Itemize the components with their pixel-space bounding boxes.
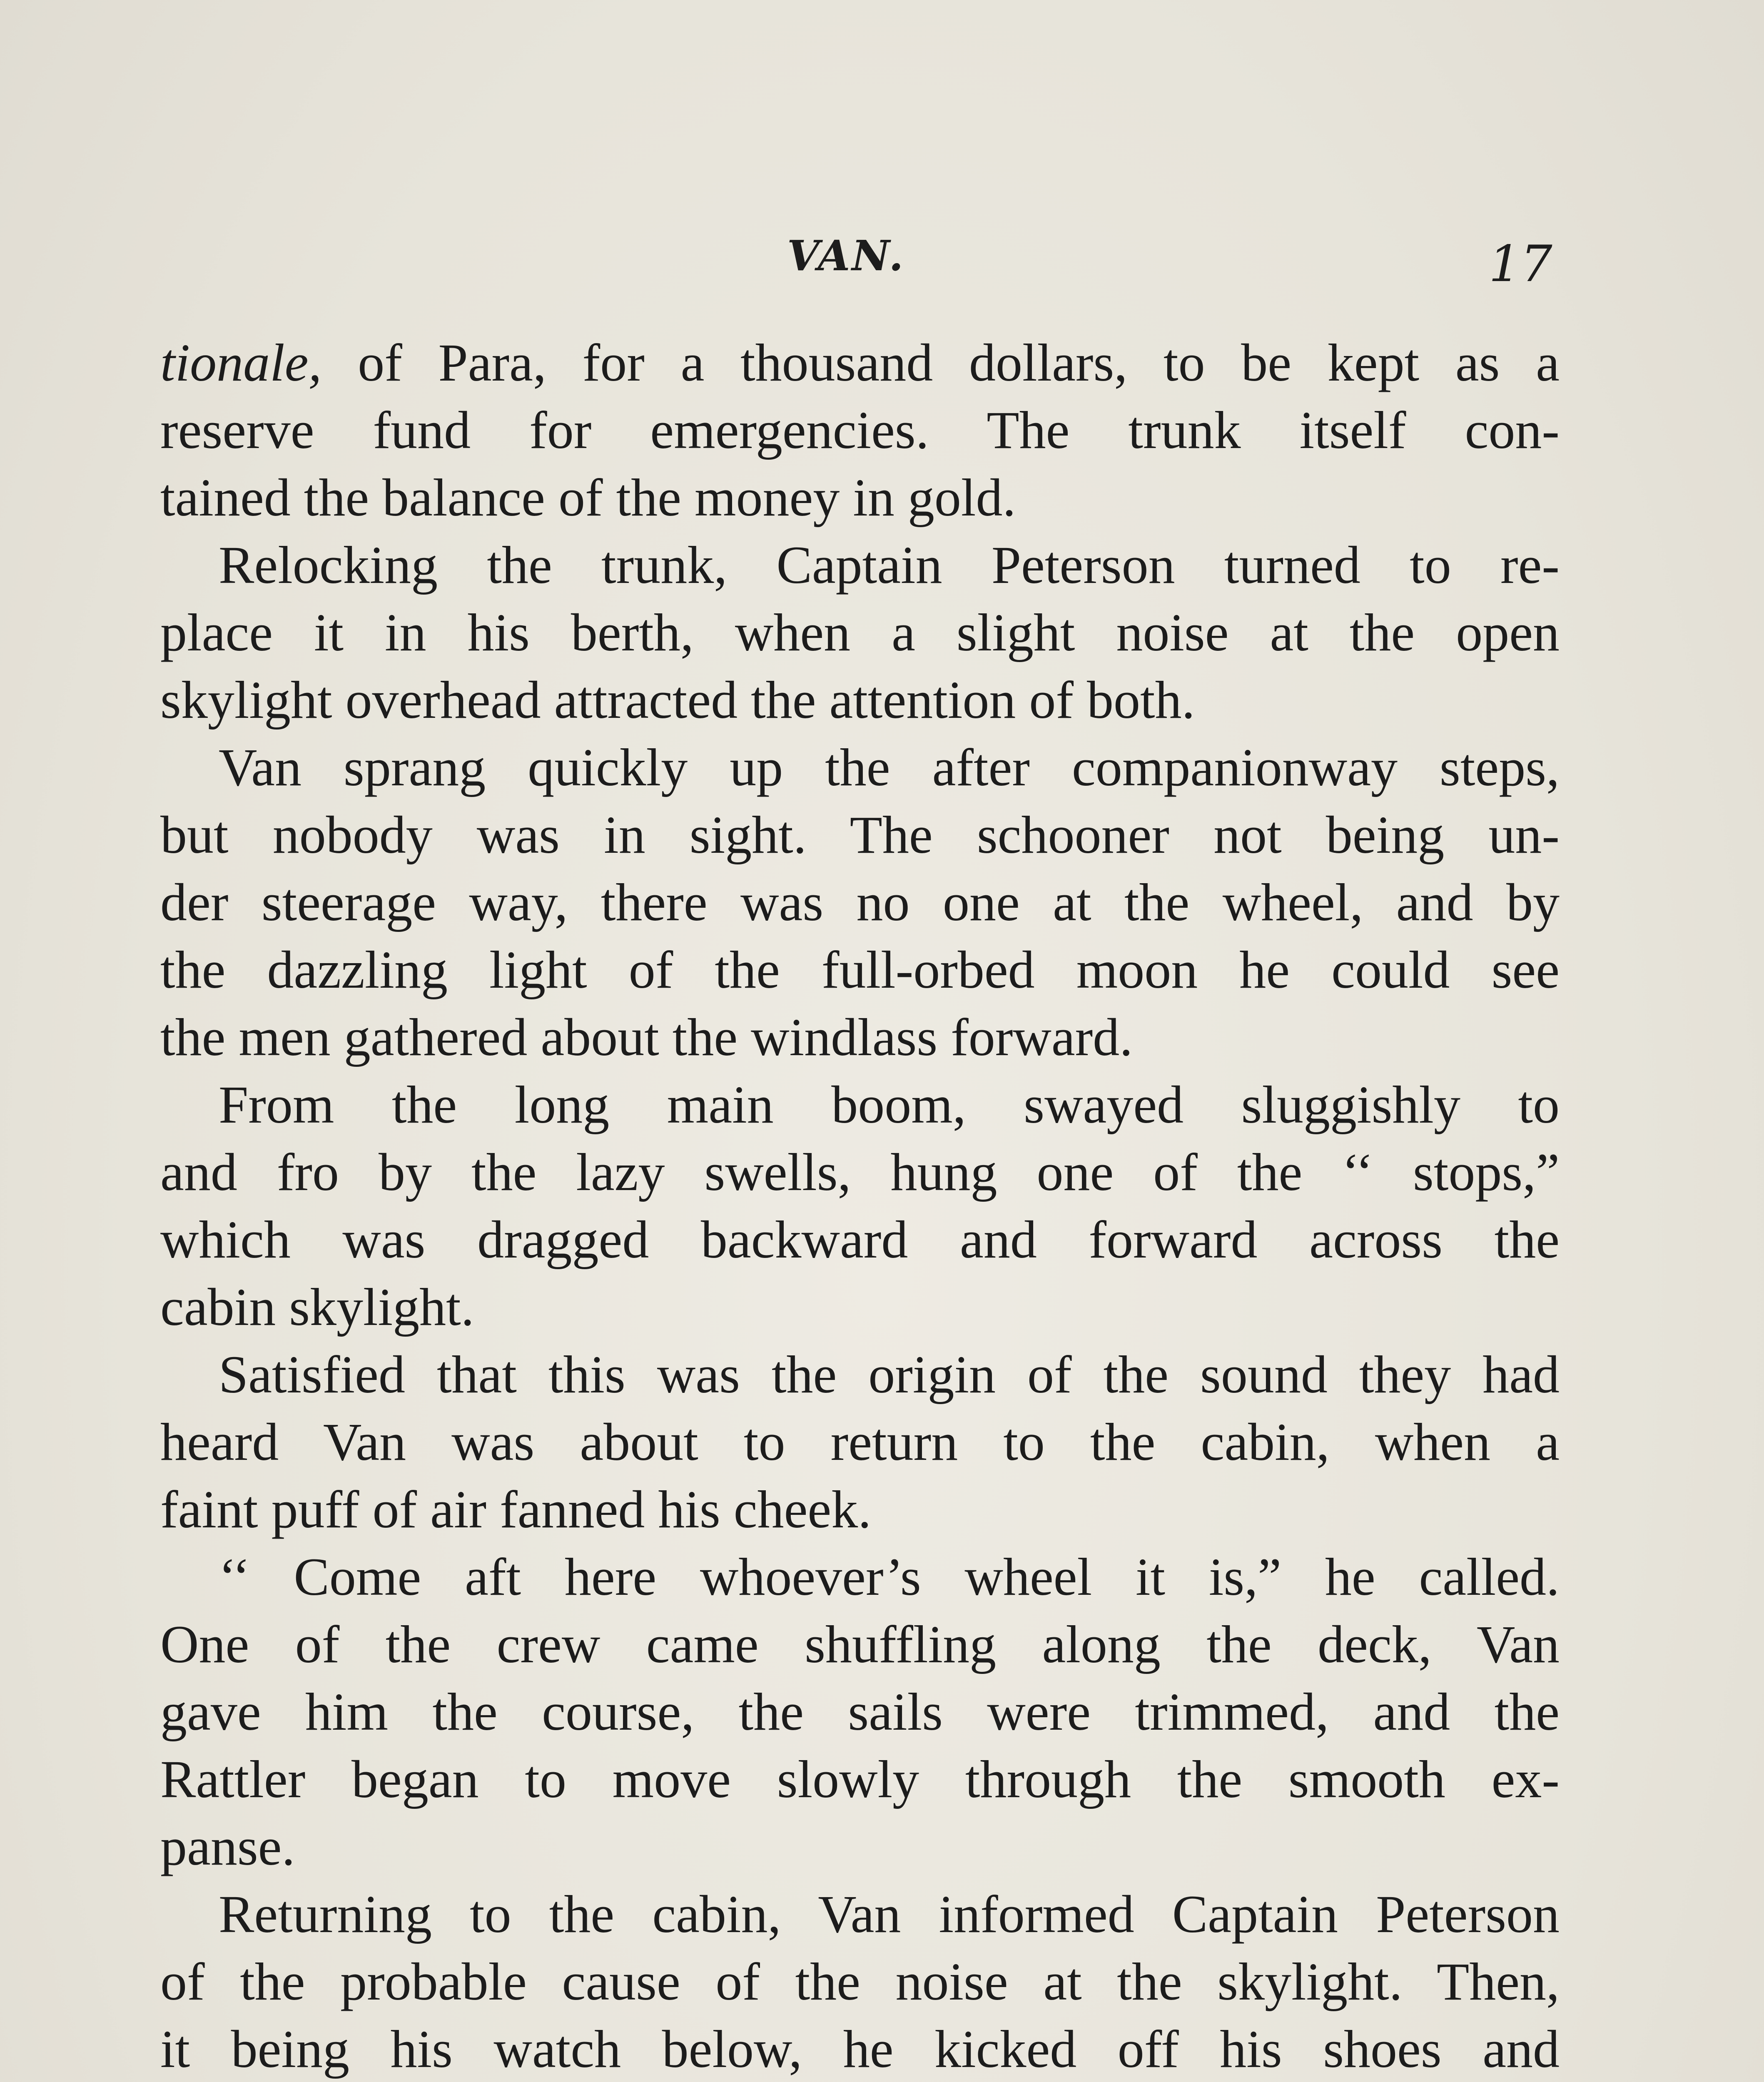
text-line: and fro by the lazy swells, hung one of the ‘‘ stops,” bbox=[160, 1143, 1560, 1202]
text-line: but nobody was in sight. The schooner not being un- bbox=[160, 805, 1560, 864]
text-line: From the long main boom, swayed sluggishly to bbox=[219, 1075, 1560, 1134]
text-line: Van sprang quickly up the after companionway steps, bbox=[219, 738, 1560, 797]
text-line: cabin skylight. bbox=[160, 1278, 474, 1337]
text-line: place it in his berth, when a slight noise at the open bbox=[160, 603, 1560, 662]
text-line: which was dragged backward and forward across the bbox=[160, 1210, 1560, 1269]
text-line: the dazzling light of the full-orbed moon he could see bbox=[160, 940, 1560, 999]
text-line: the men gathered about the windlass forward. bbox=[160, 1008, 1133, 1067]
text-line: skylight overhead attracted the attention of both. bbox=[160, 670, 1195, 730]
text-line: tionale, of Para, for a thousand dollars, to be kept as a bbox=[160, 333, 1560, 392]
text-line: reserve fund for emergencies. The trunk itself con- bbox=[160, 401, 1560, 460]
text-line: heard Van was about to return to the cabin, when a bbox=[160, 1412, 1560, 1472]
body-text bbox=[160, 329, 1560, 2082]
text-line: Relocking the trunk, Captain Peterson turned to re- bbox=[219, 535, 1560, 595]
running-head: VAN. bbox=[787, 231, 905, 280]
text-line: of the probable cause of the noise at the skylight. Then, bbox=[160, 1952, 1560, 2011]
text-line: Rattler began to move slowly through the smooth ex- bbox=[160, 1750, 1560, 1809]
text-line: Satisfied that this was the origin of the sound they had bbox=[219, 1345, 1560, 1404]
text-line: panse. bbox=[160, 1817, 295, 1876]
text-line: ‘‘ Come aft here whoever’s wheel it is,” he called. bbox=[219, 1547, 1560, 1606]
text-line: it being his watch below, he kicked off his shoes and bbox=[160, 2020, 1560, 2079]
italic-word: tionale, bbox=[160, 333, 322, 392]
page-number: 17 bbox=[1489, 235, 1552, 293]
text-line: gave him the course, the sails were trimmed, and the bbox=[160, 1682, 1560, 1741]
text-line: tained the balance of the money in gold. bbox=[160, 468, 1016, 527]
text-line: One of the crew came shuffling along the deck, Van bbox=[160, 1615, 1560, 1674]
text-line: der steerage way, there was no one at the wheel, and by bbox=[160, 873, 1560, 932]
text-line: Returning to the cabin, Van informed Captain Peterson bbox=[219, 1885, 1560, 1944]
text-line: faint puff of air fanned his cheek. bbox=[160, 1480, 872, 1539]
